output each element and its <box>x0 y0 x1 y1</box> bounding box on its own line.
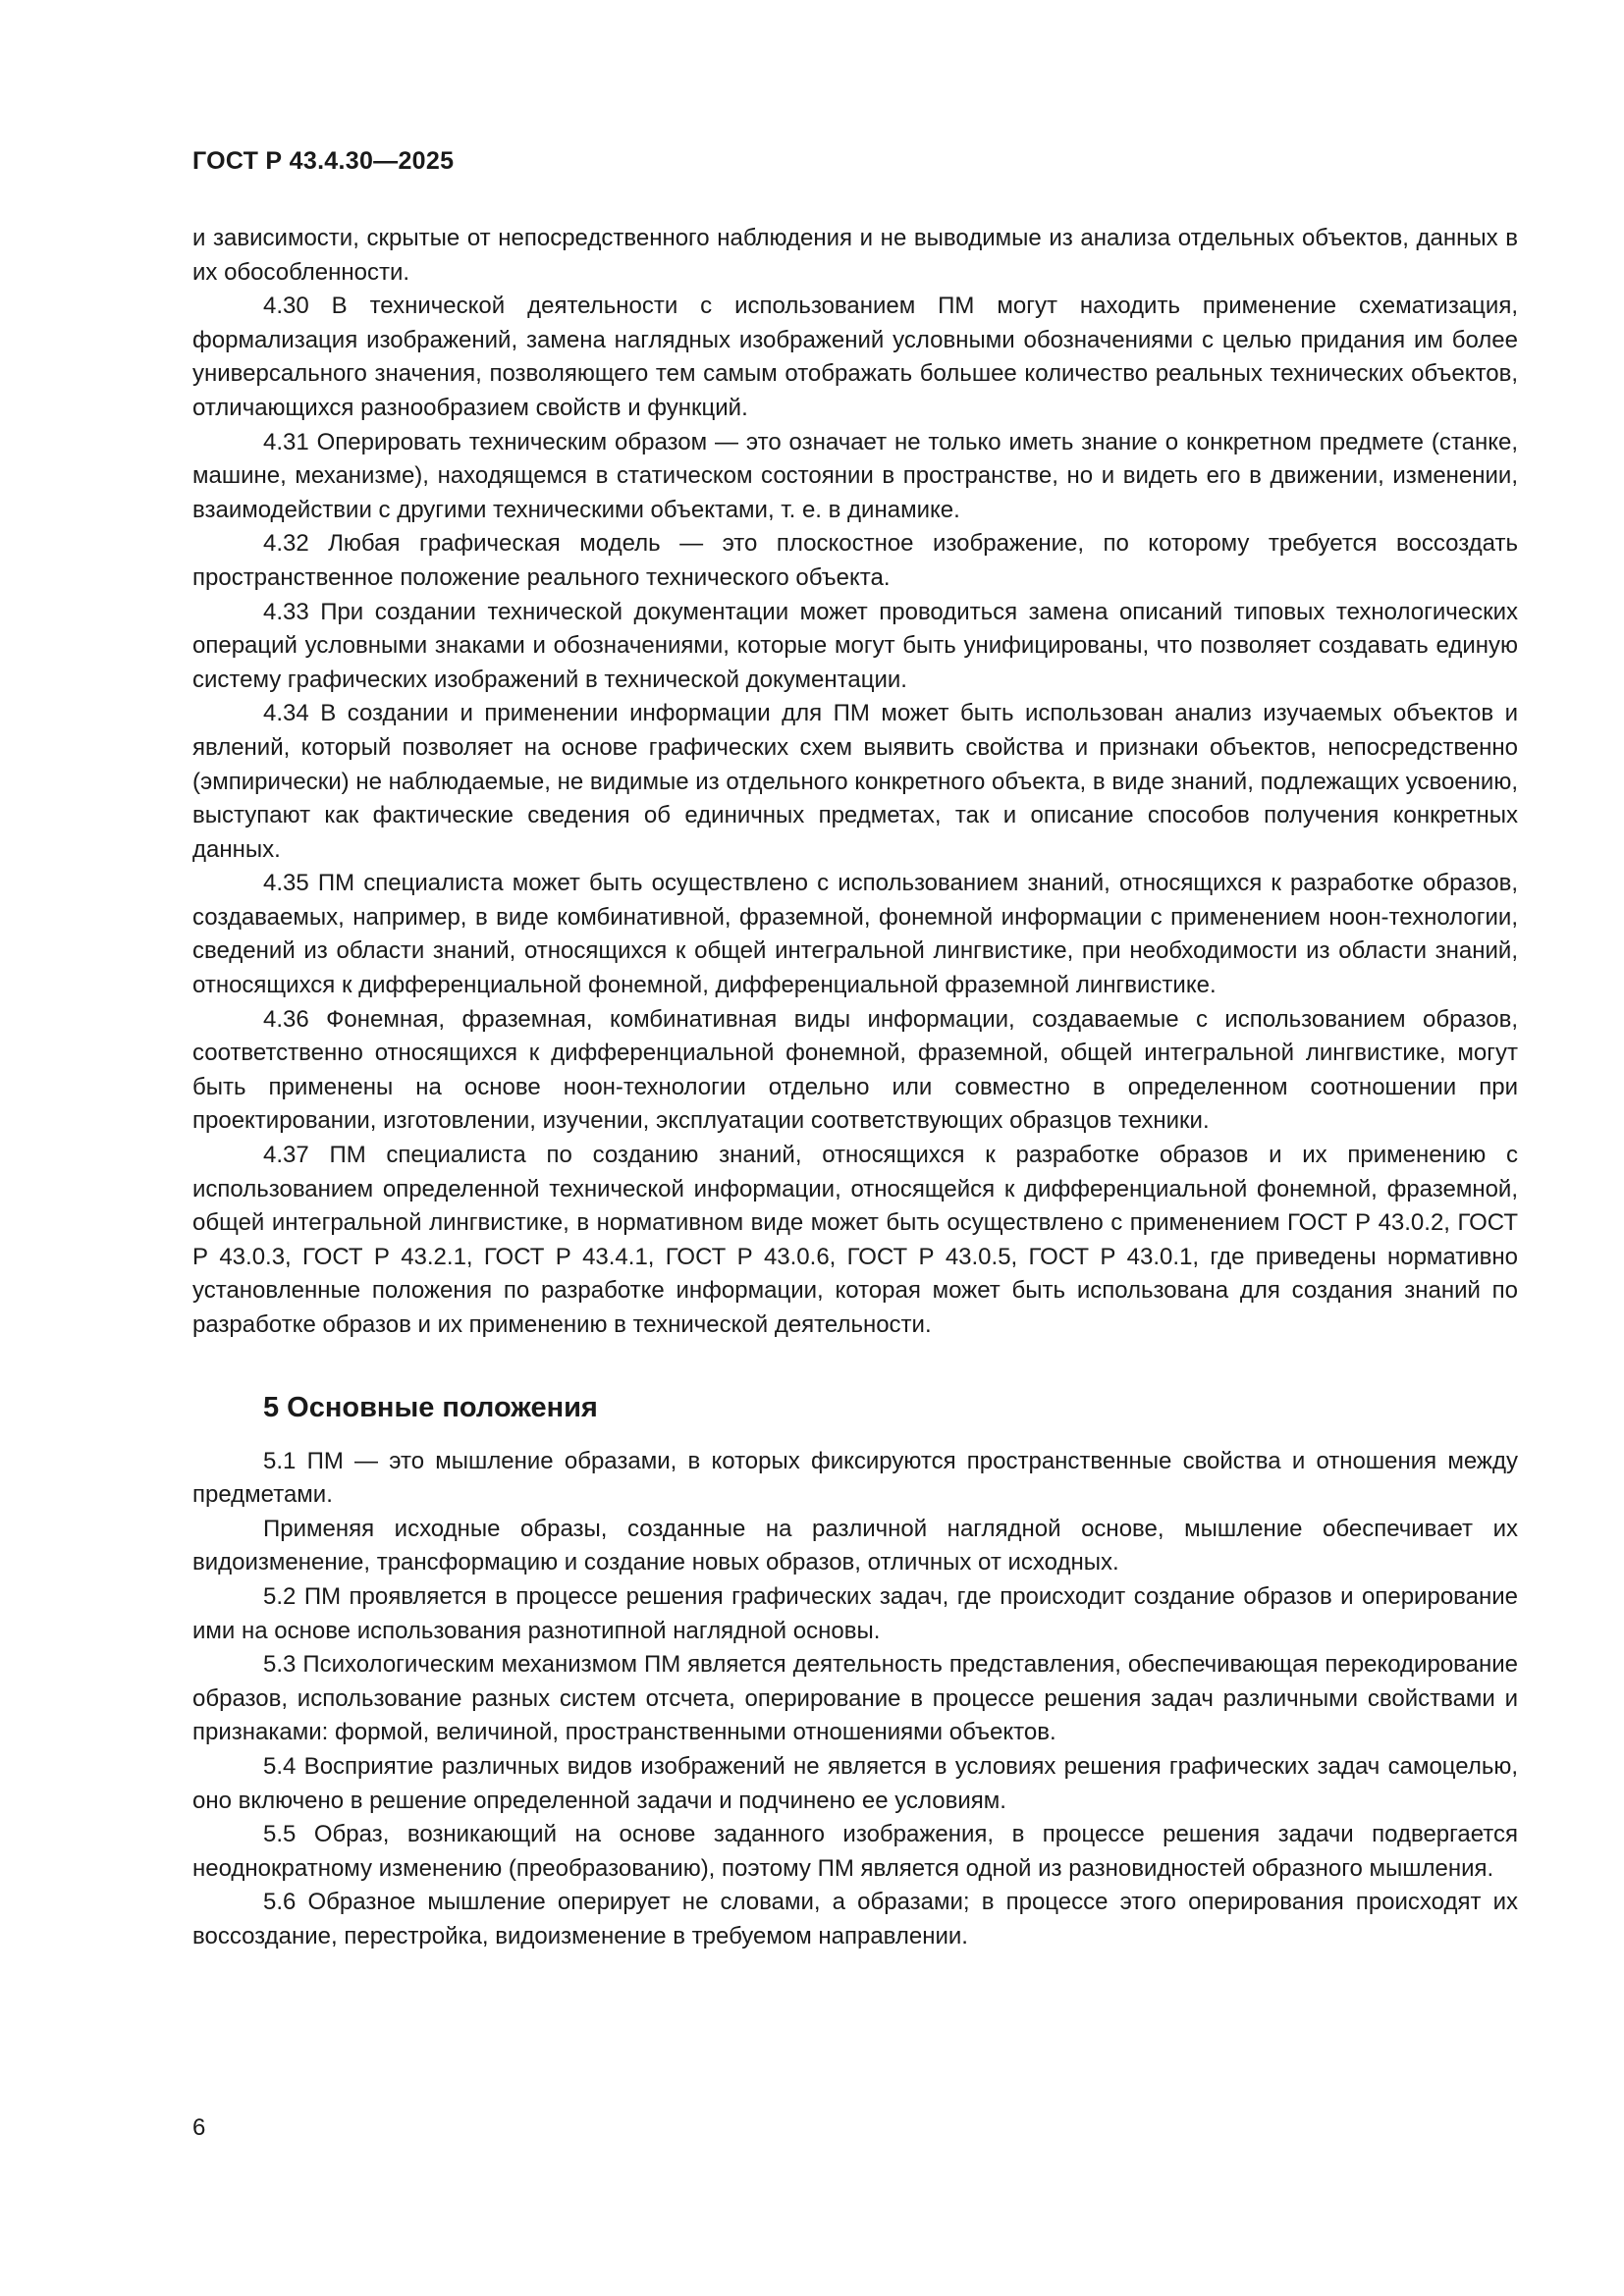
paragraph-5-1: 5.1 ПМ — это мышление образами, в которых фиксируются пространственные свойства и отношения между предметами. <box>192 1447 1518 1509</box>
paragraph-4-31: 4.31 Оперировать техническим образом — это означает не только иметь знание о конкретном предмете (станке, машине, механизме), находящемся в статическом состоянии в пространстве, но и видеть его в движении, изменении, взаимодействии с другими техническими объектами, т. е. в динамике. <box>192 428 1518 523</box>
paragraph-4-34: 4.34 В создании и применении информации для ПМ может быть использован анализ изучаемых объектов и явлений, который позволяет на основе графических схем выявить свойства и признаки объектов, непосредственно (эмпирически) не наблюдаемые, не видимые из отдельного конкретного объекта, в виде знаний, подлежащих усвоению, выступают как фактические сведения об единичных предметах, так и описание способов получения конкретных данных. <box>192 700 1518 863</box>
section-5-heading: 5 Основные положения <box>263 1391 598 1423</box>
paragraph-5-5: 5.5 Образ, возникающий на основе заданного изображения, в процессе решения задачи подвергается неоднократному изменению (преобразованию), поэтому ПМ является одной из разновидностей образного мышления. <box>192 1821 1518 1882</box>
paragraph-4-30: 4.30 В технической деятельности с использованием ПМ могут находить применение схематизация, формализация изображений, замена наглядных изображений условными обозначениями с целью придания им более универсального значения, позволяющего тем самым отображать большее количество реальных технических объектов, отличающихся разнообразием свойств и функций. <box>192 293 1518 421</box>
paragraph-5-3: 5.3 Психологическим механизмом ПМ является деятельность представления, обеспечивающая перекодирование образов, использование разных систем отсчета, оперирование в процессе решения задач различными свойствами и признаками: формой, величиной, пространственными отношениями объектов. <box>192 1651 1518 1746</box>
page-number: 6 <box>192 2114 206 2141</box>
paragraph-5-6: 5.6 Образное мышление оперирует не словами, а образами; в процессе этого оперирования происходят их воссоздание, перестройка, видоизменение в требуемом направлении. <box>192 1889 1518 1949</box>
paragraph-4-35: 4.35 ПМ специалиста может быть осуществлено с использованием знаний, относящихся к разработке образов, создаваемых, например, в виде комбинативной, фраземной, фонемной информации с применением ноон-технологии, сведений из области знаний, относящихся к общей интегральной лингвистике, при необходимости из области знаний, относящихся к дифференциальной фонемной, дифференциальной фраземной лингвистике. <box>192 870 1518 999</box>
paragraph-5-1-continued: Применяя исходные образы, созданные на различной наглядной основе, мышление обеспечивает их видоизменение, трансформацию и создание новых образов, отличных от исходных. <box>192 1515 1518 1576</box>
document-body <box>192 222 1518 1954</box>
paragraph-4-36: 4.36 Фонемная, фраземная, комбинативная виды информации, создаваемые с использованием образов, соответственно относящихся к дифференциальной фонемной, фраземной, общей интегральной лингвистике, могут быть применены на основе ноон-технологии отдельно или совместно в определенном соотношении при проектировании, изготовлении, изучении, эксплуатации соответствующих образцов техники. <box>192 1005 1518 1135</box>
document-header: ГОСТ Р 43.4.30—2025 <box>192 147 455 175</box>
paragraph-5-2: 5.2 ПМ проявляется в процессе решения графических задач, где происходит создание образов и оперирование ими на основе использования разнотипной наглядной основы. <box>192 1582 1518 1644</box>
paragraph-5-4: 5.4 Восприятие различных видов изображений не является в условиях решения графических задач самоцелью, оно включено в решение определенной задачи и подчинено ее условиям. <box>192 1752 1518 1814</box>
paragraph-continuation: и зависимости, скрытые от непосредственного наблюдения и не выводимые из анализа отдельных объектов, данных в их обособленности. <box>192 225 1518 286</box>
paragraph-4-37: 4.37 ПМ специалиста по созданию знаний, относящихся к разработке образов и их применению с использованием определенной технической информации, относящейся к дифференциальной фонемной, фраземной, общей интегральной лингвистике, в нормативном виде может быть осуществлено с применением ГОСТ Р 43.0.2, ГОСТ Р 43.0.3, ГОСТ Р 43.2.1, ГОСТ Р 43.4.1, ГОСТ Р 43.0.6, ГОСТ Р 43.0.5, ГОСТ Р 43.0.1, где приведены нормативно установленные положения по разработке информации, которая может быть использована для создания знаний по разработке образов и их применению в технической деятельности. <box>192 1142 1518 1338</box>
paragraph-4-32: 4.32 Любая графическая модель — это плоскостное изображение, по которому требуется воссоздать пространственное положение реального технического объекта. <box>192 530 1518 591</box>
paragraph-4-33: 4.33 При создании технической документации может проводиться замена описаний типовых технологических операций условными знаками и обозначениями, которые могут быть унифицированы, что позволяет создавать единую систему графических изображений в технической документации. <box>192 598 1518 693</box>
